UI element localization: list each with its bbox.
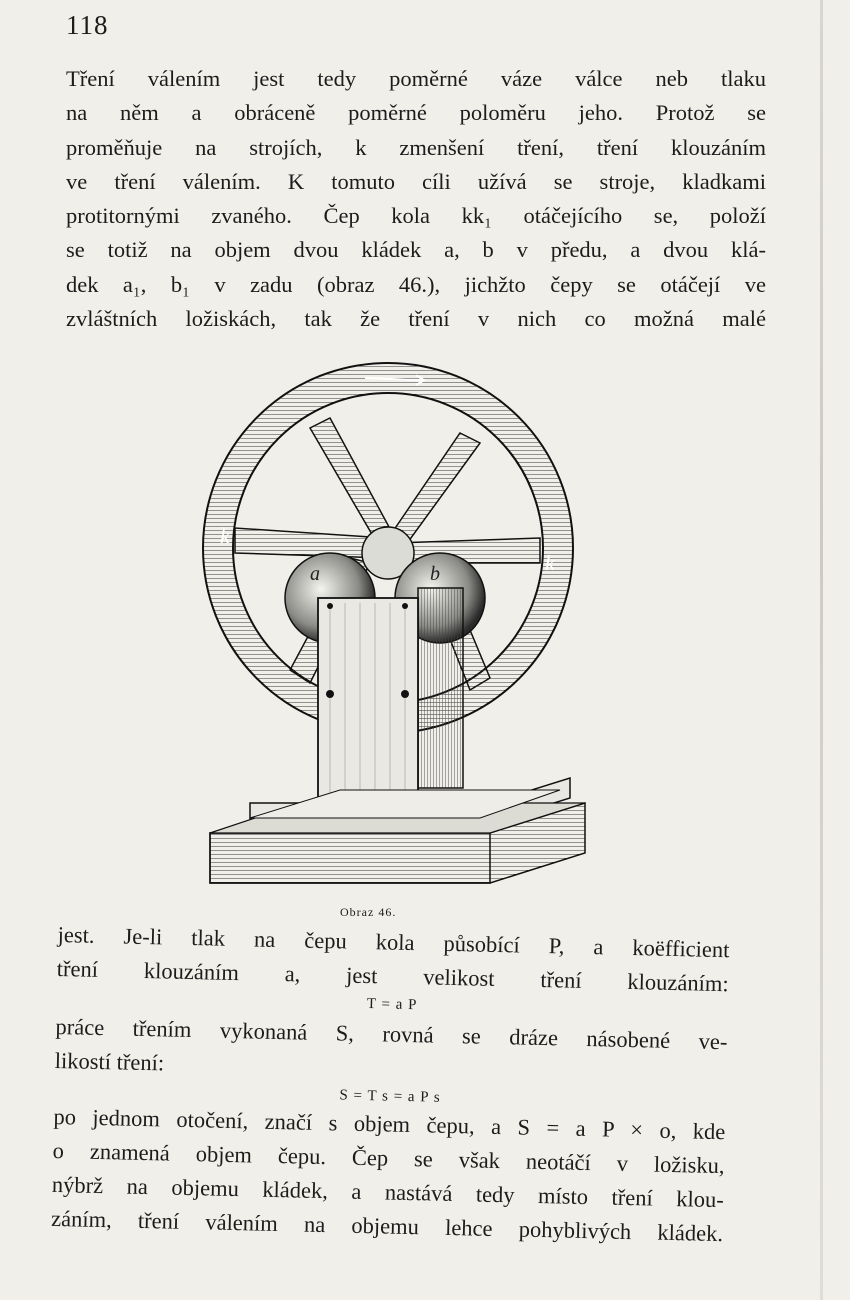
text-line: po jednom otočení, značí s objem čepu, a S = a P × o, kde bbox=[53, 1103, 726, 1145]
text-line: Tření válením jest tedy poměrné váze válce neb tlaku bbox=[66, 66, 766, 91]
text-line: záním, tření válením na objemu lehce pohyblivých kládek. bbox=[50, 1205, 724, 1247]
figure-friction-wheels bbox=[190, 358, 590, 898]
label-b: b bbox=[430, 563, 440, 585]
text-line: protitornými zvaného. Čep kola kk₁ otáčejícího se, položí bbox=[66, 203, 766, 229]
text-line: na něm a obráceně poměrné poloměru jeho. Protož se bbox=[66, 100, 766, 126]
text-line: se totiž na objem dvou kládek a, b v předu, a dvou klá- bbox=[66, 237, 766, 263]
text-line: dek a₁, b₁ v zadu (obraz 46.), jichžto čepy se otáčejí ve bbox=[66, 271, 766, 297]
wheel-apparatus-illustration bbox=[190, 358, 590, 898]
figure-caption: Obraz 46. bbox=[340, 905, 397, 919]
base-plate bbox=[210, 778, 585, 883]
text-line: tření klouzáním a, jest velikost tření klouzáním: bbox=[56, 955, 729, 997]
formula-work: S = T s = a P s bbox=[339, 1087, 441, 1106]
text-line: likostí tření: bbox=[54, 1047, 165, 1076]
text-line: jest. Je-li tlak na čepu kola působící P, a koëfficient bbox=[57, 921, 730, 963]
label-a: a bbox=[310, 563, 320, 585]
text-line: zvláštních ložiskách, tak že tření v nich co možná malé bbox=[66, 306, 766, 332]
label-k-left: k bbox=[220, 523, 230, 548]
text-line: nýbrž na objemu kládek, a nastává tedy místo tření klou- bbox=[51, 1171, 725, 1213]
text-line: o znamená objem čepu. Čep se však neotáčí v ložisku, bbox=[52, 1137, 725, 1179]
page-number: 118 bbox=[66, 10, 109, 40]
text-line: ve tření válením. K tomuto cíli užívá se stroje, kladkami bbox=[66, 168, 766, 194]
text-line: proměňuje na strojích, k zmenšení tření, tření klouzáním bbox=[66, 134, 766, 160]
label-k-right: k bbox=[545, 550, 555, 575]
text-line: práce třením vykonaná S, rovná se dráze násobené ve- bbox=[55, 1013, 728, 1055]
page-edge bbox=[820, 0, 823, 1300]
formula-friction: T = a P bbox=[366, 996, 418, 1014]
support-column bbox=[318, 588, 463, 803]
top-paragraph bbox=[66, 62, 766, 336]
bottom-paragraph bbox=[51, 918, 730, 1251]
